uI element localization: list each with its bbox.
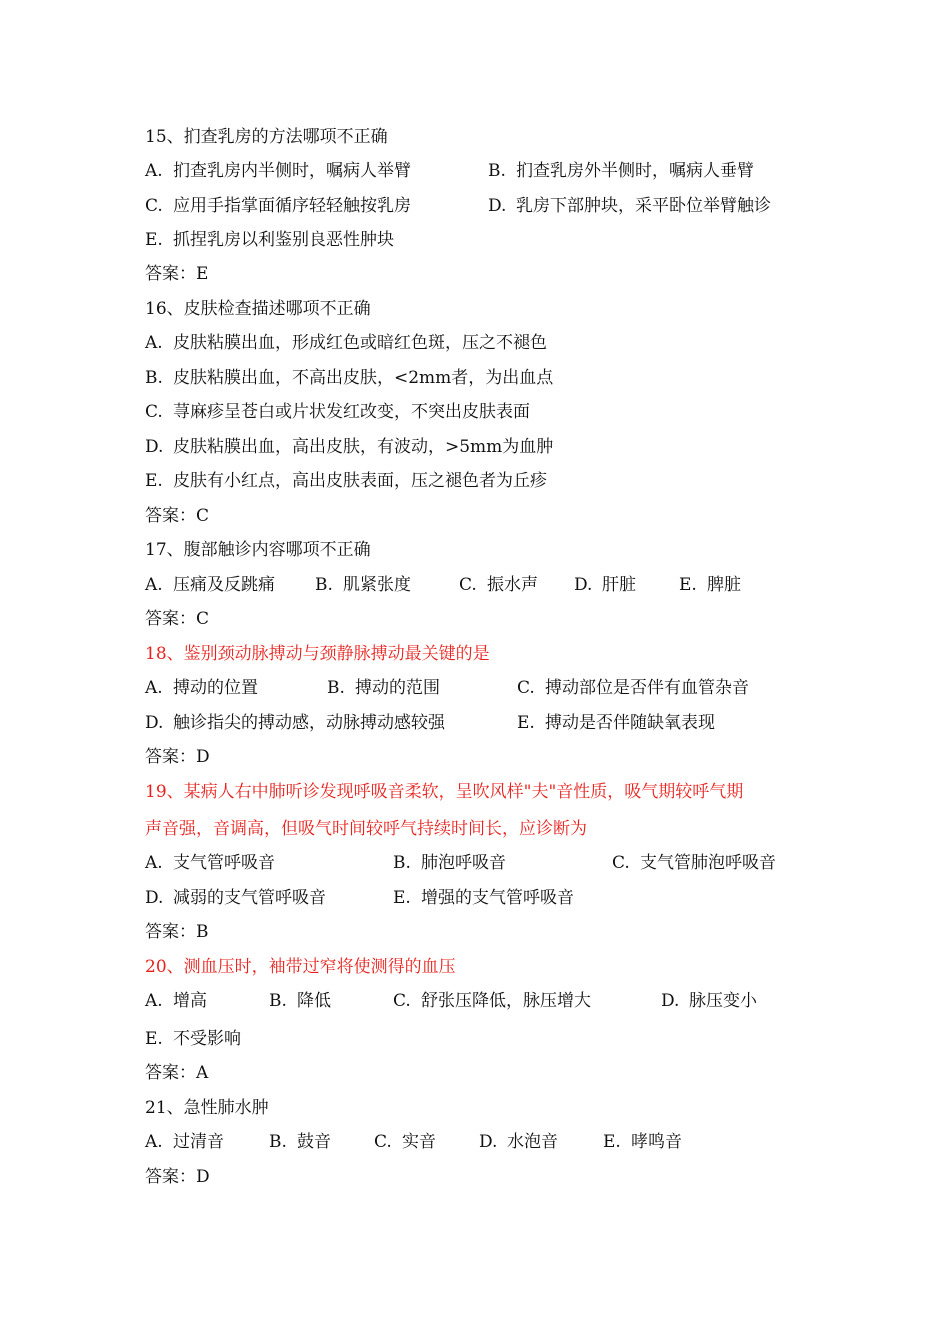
option-c: C. 应用手指掌面循序轻轻触按乳房 [145,196,411,216]
option-a: A. 增高 [145,991,207,1011]
option-c: C. 舒张压降低，脉压增大 [393,991,591,1011]
question-15-answer: 答案：E [145,264,209,284]
option-b: B. 肌紧张度 [315,575,411,595]
question-16-option-c: C. 荨麻疹呈苍白或片状发红改变，不突出皮肤表面 [145,402,530,422]
option-e: E. 抓捏乳房以利鉴别良恶性肿块 [145,230,394,250]
option-b: B. 降低 [269,991,331,1011]
option-b: B. 鼓音 [269,1132,331,1152]
option-b: B. 扪查乳房外半侧时，嘱病人垂臂 [488,161,754,181]
question-16-answer: 答案：C [145,506,210,526]
question-16-option-e: E. 皮肤有小红点，高出皮肤表面，压之褪色者为丘疹 [145,471,547,491]
option-e: E. 哮鸣音 [603,1132,682,1152]
option-d: D. 减弱的支气管呼吸音 [145,888,326,908]
question-20-stem: 20、测血压时，袖带过窄将使测得的血压 [145,957,456,977]
option-b: B. 搏动的范围 [327,678,440,698]
option-d: D. 肝脏 [574,575,636,595]
option-c: C. 振水声 [459,575,538,595]
option-d: D. 触诊指尖的搏动感，动脉搏动感较强 [145,713,445,733]
question-21-stem: 21、急性肺水肿 [145,1098,269,1118]
question-16-option-a: A. 皮肤粘膜出血，形成红色或暗红色斑，压之不褪色 [145,333,547,353]
option-d: D. 脉压变小 [661,991,757,1011]
option-a: A. 支气管呼吸音 [145,853,275,873]
option-a: A. 压痛及反跳痛 [145,575,275,595]
option-a: A. 扪查乳房内半侧时，嘱病人举臂 [145,161,411,181]
option-a: A. 过清音 [145,1132,224,1152]
option-c: C. 实音 [374,1132,436,1152]
option-d: D. 乳房下部肿块，采平卧位举臂触诊 [488,196,771,216]
question-19-stem: 19、某病人右中肺听诊发现呼吸音柔软，呈吹风样"夫"音性质，吸气期较呼气期 [145,782,744,802]
question-21-answer: 答案：D [145,1167,210,1187]
question-16-stem: 16、皮肤检查描述哪项不正确 [145,299,371,319]
option-e: E. 搏动是否伴随缺氧表现 [517,713,715,733]
option-d: D. 水泡音 [479,1132,558,1152]
option-c: C. 搏动部位是否伴有血管杂音 [517,678,749,698]
option-e: E. 增强的支气管呼吸音 [393,888,574,908]
option-b: B. 肺泡呼吸音 [393,853,506,873]
option-c: C. 支气管肺泡呼吸音 [612,853,776,873]
option-a: A. 搏动的位置 [145,678,258,698]
question-20-answer: 答案：A [145,1063,209,1083]
question-18-answer: 答案：D [145,747,210,767]
question-15-stem: 15、扪查乳房的方法哪项不正确 [145,127,388,147]
question-18-stem: 18、鉴别颈动脉搏动与颈静脉搏动最关键的是 [145,644,490,664]
question-16-option-b: B. 皮肤粘膜出血，不高出皮肤，<2mm者，为出血点 [145,368,554,388]
question-19-stem-continued: 声音强，音调高，但吸气时间较呼气持续时间长，应诊断为 [145,819,587,839]
option-e: E. 脾脏 [679,575,741,595]
question-16-option-d: D. 皮肤粘膜出血，高出皮肤，有波动，>5mm为血肿 [145,437,554,457]
option-e: E. 不受影响 [145,1029,241,1049]
question-19-answer: 答案：B [145,922,209,942]
question-17-stem: 17、腹部触诊内容哪项不正确 [145,540,371,560]
question-17-answer: 答案：C [145,609,210,629]
